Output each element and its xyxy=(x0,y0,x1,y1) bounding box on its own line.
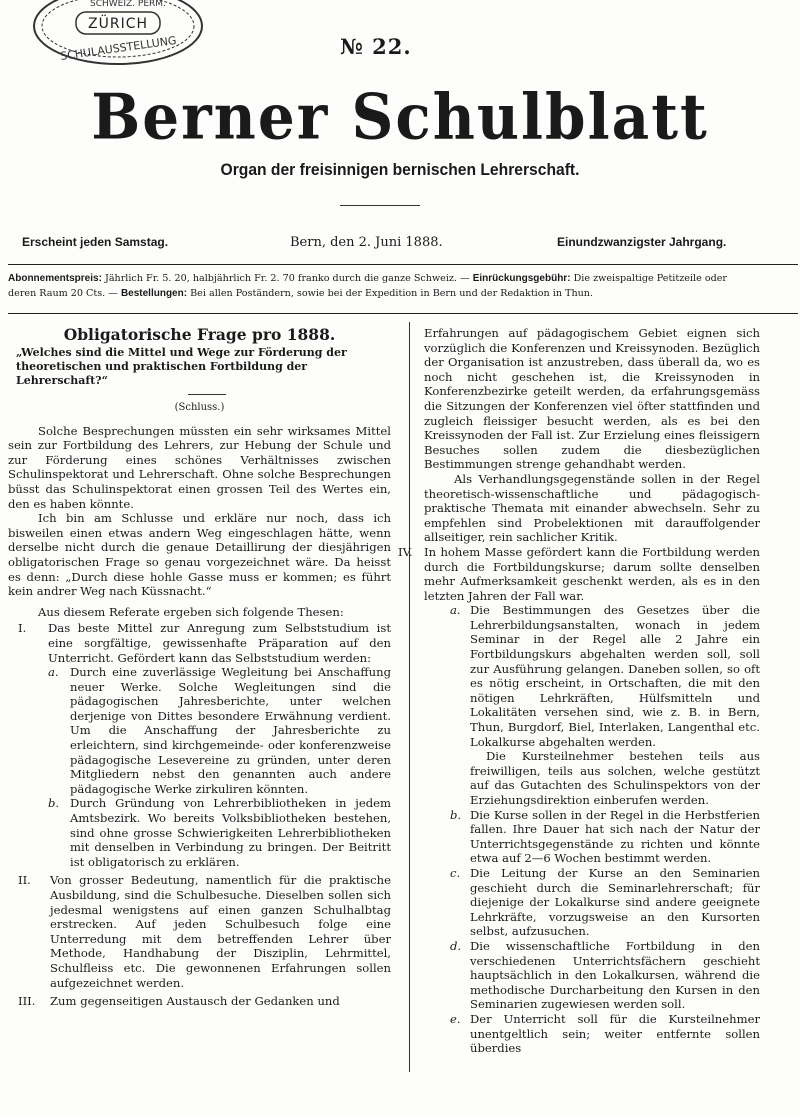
thesis-item xyxy=(8,621,391,665)
masthead-subtitle: Organ der freisinnigen bernischen Lehrerschaft. xyxy=(220,160,580,179)
volume-year: Einundzwanzigster Jahrgang. xyxy=(557,235,727,249)
orders-text: Bei allen Poständern, sowie bei der Expedition in Bern und der Redaktion in Thun. xyxy=(190,288,594,299)
thesis-text: Von grosser Bedeutung, namentlich für die praktische Ausbildung, sind die Schulbesuche. Dieselben sollen sich jedesmal wenigstens auf einen ganzen Schulhalbtag erstrecken. Auf jeden Schulbesuch folge eine Unterredung mit dem betreffenden Lehrer über Methode, Handhabung der Disziplin, Lehrmittel, Schulfleiss etc. Die gewonnenen Erfahrungen sollen aufgezeichnet werden. xyxy=(50,873,391,990)
subitem-text: Die Kurse sollen in der Regel in die Herbstferien fallen. Ihre Dauer hat sich nach der Natur der Unterrichtsgegenstände zu richten und könnte etwa auf 2—6 Wochen bestimmt werden. xyxy=(470,807,760,866)
ad-fee-text: Die zweispaltige Petitzeile oder deren Raum 20 Cts. — xyxy=(8,273,727,299)
paragraph: Die Kursteilnehmer bestehen teils aus freiwilligen, teils aus solchen, welche gestützt auf das Gutachten des Schulinspektors von der Erziehungsdirektion einberufen werden. xyxy=(470,749,760,807)
svg-text:SCHULAUSSTELLUNG: SCHULAUSSTELLUNG xyxy=(59,33,178,64)
subitem-letter: e. xyxy=(450,1011,461,1026)
orders-label: Bestellungen: xyxy=(120,288,188,299)
publication-frequency: Erscheint jeden Samstag. xyxy=(22,235,169,249)
subitem-text: Durch eine zuverlässige Wegleitung bei Anschaffung neuer Werke. Solche Wegleitungen sind die pädagogischen Jahresberichte, unter welchen derjenige von Dittes besondere Erwähnung verdient. Um die Anschaffung der Jahresberichte zu erleichtern, sind kirchgemeinde- oder konferenzweise pädagogische Lesevereine zu gründen, unter deren Mitgliedern nebst den genannten auch andere pädagogische Werke zirkuliren könnten. xyxy=(70,665,391,796)
publication-date: Bern, den 2. Juni 1888. xyxy=(290,235,443,250)
subitem-letter: a. xyxy=(48,665,59,680)
thesis-subitem xyxy=(8,665,391,796)
article-column-left xyxy=(8,326,391,1009)
thesis-item xyxy=(398,545,760,603)
paragraph: Solche Besprechungen müssten ein sehr wirksames Mittel sein zur Fortbildung des Lehrers, zur Hebung der Schule und zur Förderung eines schönes Verhältnisses zwischen Schulinspektorat und Lehrerschaft. Ohne solche Besprechungen büsst das Schulinspektorat einen grossen Teil des Wertes ein, den es haben könnte. xyxy=(8,423,391,511)
thesis-subitem xyxy=(424,939,760,1012)
ad-fee-label: Einrückungsgebühr: xyxy=(472,273,571,284)
subitem-letter: b. xyxy=(48,796,60,811)
svg-text:ZÜRICH: ZÜRICH xyxy=(88,16,148,32)
divider xyxy=(8,264,798,265)
subitem-letter: c. xyxy=(450,865,461,880)
thesis-number: I. xyxy=(18,621,27,636)
subitem-letter: a. xyxy=(450,603,461,618)
subitem-text: Die wissenschaftliche Fortbildung in den verschiedenen Unterrichtsfächern geschieht hauptsächlich in den Lokalkursen, während die methodische Durcharbeitung den Kursen in den Seminarien zugewiesen werden soll. xyxy=(470,938,760,1012)
subitem-text: Durch Gründung von Lehrerbibliotheken in jedem Amtsbezirk. Wo bereits Volksbibliotheken bestehen, sind ohne grosse Schwierigkeiten Lehrerbibliotheken mit denselben in Verbindung zu bringen. Der Beitritt ist obligatorisch zu erklären. xyxy=(70,796,391,869)
thesis-subitem xyxy=(424,866,760,939)
subscription-info xyxy=(8,271,753,301)
masthead-title: Berner Schulblatt xyxy=(91,80,709,154)
divider xyxy=(340,205,420,206)
continuation-note: (Schluss.) xyxy=(174,402,225,413)
paragraph: Erfahrungen auf pädagogischem Gebiet eignen sich vorzüglich die Konferenzen und Kreissynoden. Bezüglich der Organisation ist anzustreben, dass überall da, wo es noch nicht geschehen ist, die Kreissynoden in Konferenzbezirke geteilt werden, da erfahrungsgemäss die Sitzungen der Konferenzen viel öfter stattfinden und zugleich fleissiger besucht werden, als es bei den Kreissynoden der Fall ist. Zur Erzielung eines fleissigern Besuches sollen zudem die diesbezüglichen Bestimmungen strenge gehandhabt werden. xyxy=(424,326,760,472)
column-divider xyxy=(409,322,410,1072)
thesis-number: II. xyxy=(18,873,31,888)
svg-text:SCHWEIZ. PERM.: SCHWEIZ. PERM. xyxy=(90,0,166,9)
subitem-letter: b. xyxy=(450,807,462,822)
subscription-label: Abonnementspreis: xyxy=(8,273,102,284)
divider xyxy=(188,394,226,395)
thesis-subitem xyxy=(8,796,391,869)
library-stamp xyxy=(30,0,206,66)
subitem-text: Die Leitung der Kurse an den Seminarien geschieht durch die Seminarlehrerschaft; für diejenige der Lokalkurse sind andere geeignete Lehrkräfte, vorzugsweise an den Kursorten selbst, aufzusuchen. xyxy=(470,865,760,939)
paragraph: Ich bin am Schlusse und erkläre nur noch, dass ich bisweilen einen etwas andern Weg eingeschlagen hätte, wenn derselbe nicht durch die genaue Detaillirung der diesjährigen obligatorischen Frage so genau vorgezeichnet wäre. Da heisst es denn: „Durch diese hohle Gasse muss er kommen; es führt kein andrer Weg nach Küssnacht.“ xyxy=(8,511,391,599)
article-column-right xyxy=(398,326,760,1056)
issue-number: № 22. xyxy=(340,34,412,59)
paragraph: Als Verhandlungsgegenstände sollen in der Regel theoretisch-wissenschaftliche und pädagogisch-praktische Themata mit einander abwechseln. Sehr zu empfehlen sind Probelektionen mit darauffolgender allseitiger, rein sachlicher Kritik. xyxy=(424,471,760,545)
thesis-subitem xyxy=(424,1012,760,1056)
thesis-subitem xyxy=(424,808,760,866)
thesis-text: In hohem Masse gefördert kann die Fortbildung werden durch die Fortbildungskurse; darum sollte denselben mehr Aufmerksamkeit geschenkt werden, als es in den letzten Jahren der Fall war. xyxy=(424,544,760,603)
subitem-text: Der Unterricht soll für die Kursteilnehmer unentgeltlich sein; weiter entfernte sollen überdies xyxy=(470,1011,760,1056)
thesis-number: III. xyxy=(18,994,36,1009)
divider xyxy=(8,313,798,314)
subitem-text: Die Bestimmungen des Gesetzes über die Lehrerbildungsanstalten, wonach in jedem Seminar in der Regel alle 2 Jahre ein Fortbildungskurs abgehalten werden soll, soll zur Ausführung gelangen. Daneben sollen, so oft es nötig erscheint, in Ortschaften, die mit den nötigen Lehrkräften, Hülfsmitteln und Lokalitäten versehen sind, wie z. B. in Bern, Thun, Burgdorf, Biel, Interlaken, Langenthal etc. Lokalkurse abgehalten werden. xyxy=(470,603,760,749)
subitem-letter: d. xyxy=(450,938,462,953)
thesis-subitem xyxy=(424,603,760,749)
thesis-item xyxy=(8,873,391,990)
thesis-item xyxy=(8,994,391,1009)
thesis-text: Das beste Mittel zur Anregung zum Selbststudium ist eine sorgfältige, gewissenhafte Präparation auf den Unterricht. Gefördert kann das Selbststudium werden: xyxy=(48,621,391,665)
article-title: Obligatorische Frage pro 1888. xyxy=(63,325,336,344)
paragraph: Aus diesem Referate ergeben sich folgende Thesen: xyxy=(38,604,344,619)
article-question: „Welches sind die Mittel und Wege zur Förderung der theoretischen und praktischen Fortbildung der Lehrerschaft?“ xyxy=(16,346,347,387)
thesis-number: IV. xyxy=(398,544,413,559)
subscription-text: Jährlich Fr. 5. 20, halbjährlich Fr. 2. 70 franko durch die ganze Schweiz. — xyxy=(104,273,470,284)
thesis-text: Zum gegenseitigen Austausch der Gedanken und xyxy=(50,994,340,1009)
